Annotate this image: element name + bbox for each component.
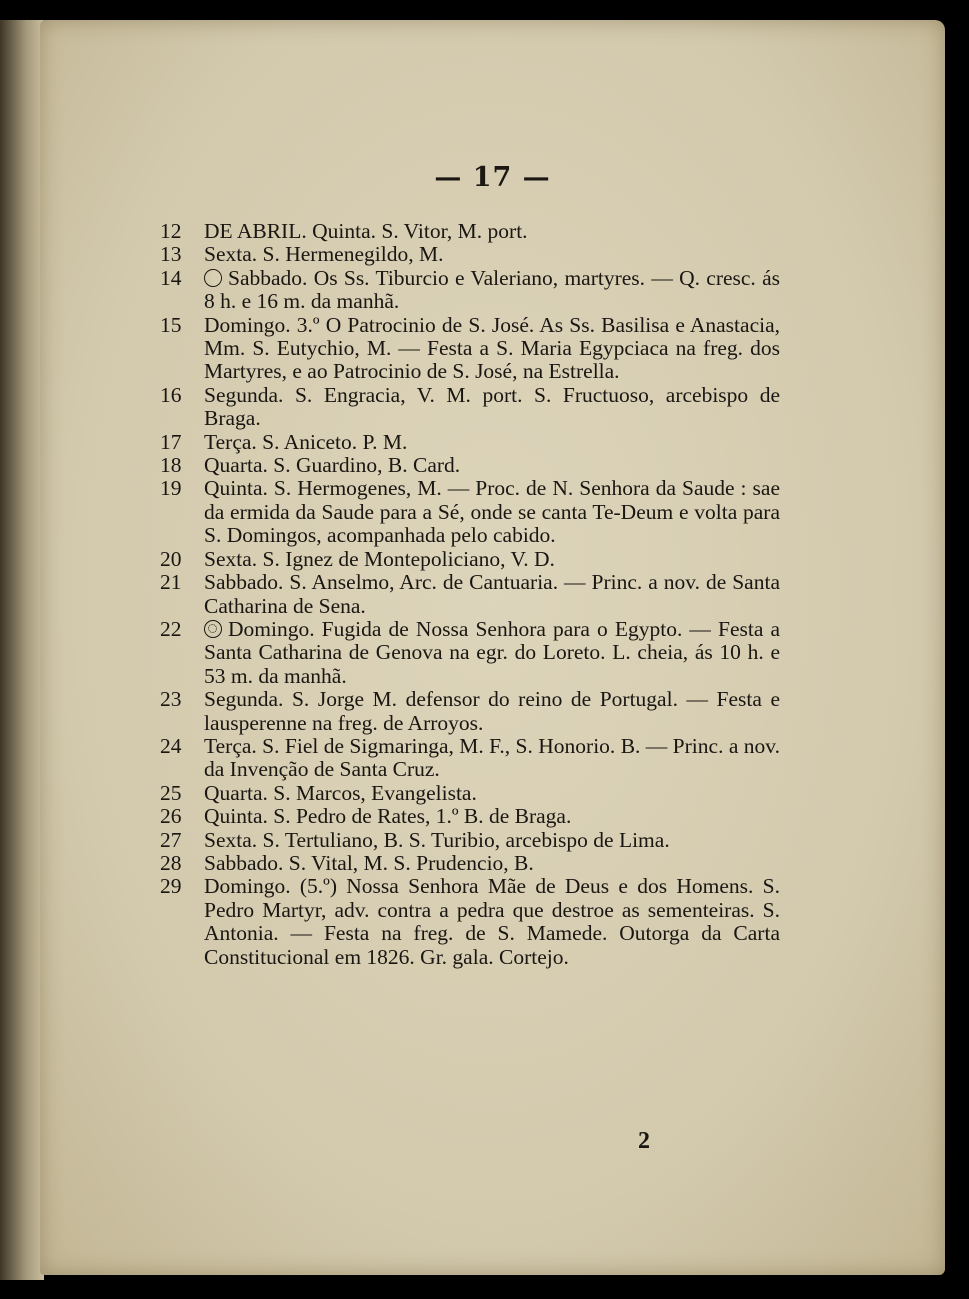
entry-text: Quarta. S. Marcos, Evangelista.: [204, 780, 477, 805]
entry-text: Sexta. S. Hermenegildo, M.: [204, 242, 444, 267]
entry-day: 20: [160, 546, 182, 571]
entry-day: 15: [160, 312, 182, 337]
entry-day: 18: [160, 453, 182, 478]
calendar-entry: [160, 571, 780, 618]
calendar-entry: [160, 477, 780, 547]
calendar-entry: [160, 220, 780, 243]
calendar-entry: [160, 454, 780, 477]
entry-text: Sabbado. S. Anselmo, Arc. de Cantuaria. — Princ. a nov. de Santa Catharina de Sena.: [204, 570, 780, 618]
entry-text: Sabbado. S. Vital, M. S. Prudencio, B.: [204, 850, 534, 875]
entry-text: Sabbado. Os Ss. Tiburcio e Valeriano, martyres. — Q. cresc. ás 8 h. e 16 m. da manhã.: [204, 265, 780, 314]
entry-text-wrap: [204, 267, 780, 314]
calendar-entry: [160, 314, 780, 384]
calendar-entries: [160, 220, 780, 969]
calendar-entry: [160, 618, 780, 688]
entry-day: 17: [160, 429, 182, 454]
entry-text: Domingo. Fugida de Nossa Senhora para o Egypto. — Festa a Santa Catharina de Genova na egr. do Loreto. L. cheia, ás 10 h. e 53 m. da manhã.: [204, 616, 780, 688]
calendar-entry: [160, 243, 780, 266]
entry-text: Domingo. (5.º) Nossa Senhora Mãe de Deus e dos Homens. S. Pedro Martyr, adv. contra a pedra que destroe as sementeiras. S. Antonia. — Festa na freg. de S. Mamede. Outorga da Carta Constitucional em 1826. Gr. gala. Cortejo.: [204, 874, 780, 969]
signature-mark: 2: [638, 1128, 650, 1154]
calendar-entry: [160, 431, 780, 454]
entry-text: Quinta. S. Pedro de Rates, 1.º B. de Braga.: [204, 804, 572, 829]
entry-text: Terça. S. Aniceto. P. M.: [204, 429, 408, 454]
entry-day: 23: [160, 687, 182, 712]
entry-day: 16: [160, 382, 182, 407]
calendar-entry: [160, 735, 780, 782]
entry-text: Terça. S. Fiel de Sigmaringa, M. F., S. Honorio. B. — Princ. a nov. da Invenção de Santa Cruz.: [204, 733, 780, 782]
entry-text-wrap: [204, 618, 780, 688]
entry-text: Quinta. S. Hermogenes, M. — Proc. de N. Senhora da Saude : sae da ermida da Saude para a Sé, onde se canta Te-Deum e volta para S. Domingos, acompanhada pelo cabido.: [204, 476, 780, 548]
entry-day: 21: [160, 570, 182, 595]
entry-day: 19: [160, 476, 182, 501]
calendar-entry: [160, 384, 780, 431]
page: [40, 20, 945, 1275]
entry-day: 28: [160, 850, 182, 875]
adjacent-page-edge: [0, 20, 44, 1280]
page-number: — 17 —: [434, 162, 551, 193]
calendar-entry: [160, 852, 780, 875]
entry-text: Quarta. S. Guardino, B. Card.: [204, 453, 461, 478]
entry-day: 25: [160, 780, 182, 805]
entry-day: 14: [160, 265, 182, 290]
calendar-entry: [160, 875, 780, 969]
entry-day: 22: [160, 616, 182, 641]
full-moon-icon: [204, 620, 222, 638]
calendar-entry: [160, 829, 780, 852]
entry-text: Sexta. S. Ignez de Montepoliciano, V. D.: [204, 546, 555, 571]
calendar-entry: [160, 688, 780, 735]
entry-text: Domingo. 3.º O Patrocinio de S. José. As Ss. Basilisa e Anastacia, Mm. S. Eutychio, M. — Festa a S. Maria Egypciaca na freg. dos Martyres, e ao Patrocinio de S. José, na Estrella.: [204, 312, 780, 384]
entry-day: 12: [160, 219, 182, 243]
calendar-entry: [160, 805, 780, 828]
calendar-entry: [160, 548, 780, 571]
entry-day: 13: [160, 242, 182, 267]
entry-day: 29: [160, 874, 182, 899]
calendar-entry: [160, 267, 780, 314]
entry-day: 24: [160, 733, 182, 758]
entry-day: 26: [160, 804, 182, 829]
entry-day: 27: [160, 827, 182, 852]
entry-text: Segunda. S. Engracia, V. M. port. S. Fructuoso, arcebispo de Braga.: [204, 382, 780, 431]
entry-text: DE ABRIL. Quinta. S. Vitor, M. port.: [204, 219, 528, 243]
calendar-entry: [160, 782, 780, 805]
crescent-moon-icon: [204, 269, 222, 287]
entry-text: Sexta. S. Tertuliano, B. S. Turibio, arcebispo de Lima.: [204, 827, 670, 852]
entry-text: Segunda. S. Jorge M. defensor do reino de Portugal. — Festa e lausperenne na freg. de Arroyos.: [204, 687, 780, 735]
